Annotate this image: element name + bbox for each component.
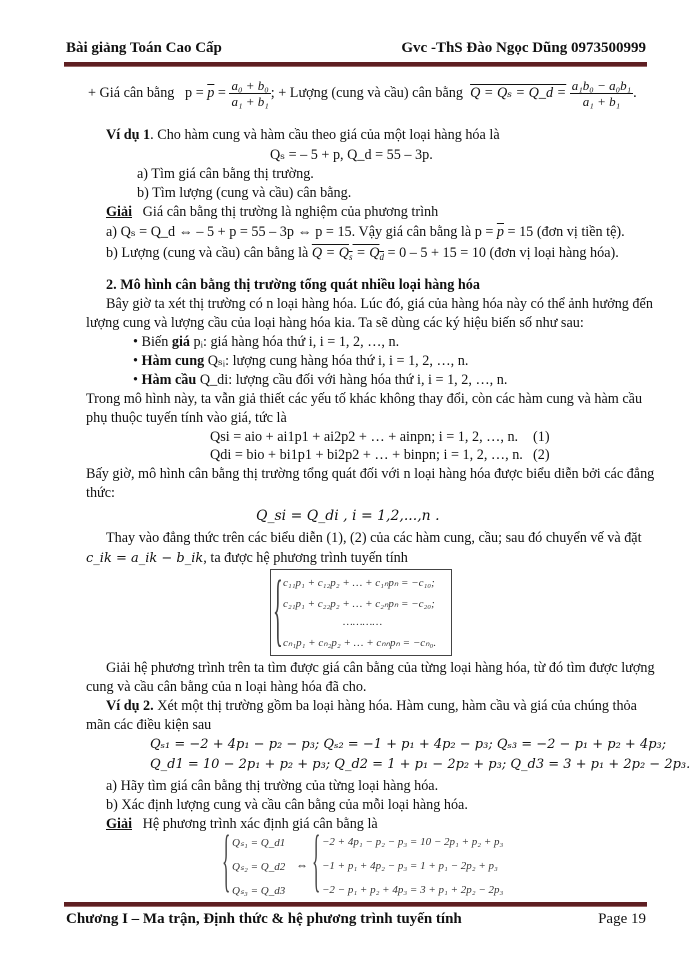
balance-equation: Q_si = Q_di , i = 1,2,...,n . [256, 508, 440, 524]
example2-solution [106, 816, 378, 833]
section2-para1-line2: lượng cung và lượng cầu của loại hàng hóa kia. Ta sẽ dùng các ký hiệu biến số như sau: [86, 315, 584, 331]
system-row-n: cₙ₁p₁ + cₙ₂p₂ + … + cₙₙpₙ = −cₙ₀. [283, 637, 437, 649]
bullet-symbol: Q_di [199, 372, 229, 388]
bullet-bold: giá [171, 334, 190, 350]
equation-2-number: (2) [533, 447, 550, 463]
answer-b-tail: = 0 – 5 + 15 = 10 (đơn vị loại hàng hóa). [387, 245, 619, 261]
section2-para4-line1: Thay vào đẳng thức trên các biểu diễn (1), (2) của các hàm cung, cầu; sau đó chuyển vế và đặt [106, 530, 642, 546]
bullet-supply [133, 353, 468, 370]
example2-text-line2: mãn các điều kiện sau [86, 717, 212, 733]
example1-question-a: a) Tìm giá cân bằng thị trường. [137, 166, 314, 182]
linear-system-box [270, 563, 452, 656]
qty-label: ; + Lượng (cung và cầu) cân bằng [270, 84, 463, 101]
answer-a-tail: = 15 (đơn vị tiền tệ). [507, 224, 625, 240]
header-right-author: Gvc -ThS Đào Ngọc Dũng 0973500999 [401, 40, 646, 56]
bullet-pre: Biến [141, 334, 172, 350]
right-system-row-2: −1 + p₁ + 4p₂ − p₃ = 1 + p₁ − 2p₂ + p₃ [322, 860, 498, 872]
left-system-row-1: Qₛ₁ = Q_d1 [232, 837, 286, 849]
bullet-text: : lượng cầu đối với hàng hóa thứ i, i = 1, 2, …, n. [228, 372, 508, 388]
example2-intro [106, 698, 637, 715]
bullet-text: : giá hàng hóa thứ i, i = 1, 2, …, n. [202, 334, 400, 350]
equilibrium-formulas: + Giá cân bằng $p = \overline{p}$ = $\frac{\text{a₀ + b₀}}{\text{a₁ + b₁}}$ ; + Lượng (cung và cầu) cân bằng Q = Qₛ = Q_d = $\frac{\text{a₁b₀ − a₀b₁}}{\text{a₁ + b₁}}$ . [88, 78, 637, 109]
example1-answer-b [106, 245, 619, 262]
system-row-2: c₂₁p₁ + c₂₂p₂ + … + c₂ₙpₙ = −c₂₀; [283, 598, 435, 610]
left-system-row-3: Qₛ₃ = Q_d3 [232, 885, 286, 897]
bullet-dot-icon: • [133, 372, 138, 388]
footer-page-number: Page 19 [598, 911, 646, 927]
price-denominator: a₁ + b₁ [231, 94, 269, 109]
solution-label: Giải [106, 204, 133, 220]
example1-answer-a [106, 224, 625, 241]
left-system-row-2: Qₛ₂ = Q_d2 [232, 861, 286, 873]
example2-question-a: a) Hãy tìm giá cân bằng thị trường của từng loại hàng hóa. [106, 778, 439, 794]
left-brace-icon: { [222, 822, 231, 899]
section2-para1-line1: Bây giờ ta xét thị trường có n loại hàng hóa. Lúc đó, giá của hàng hóa này có thể ảnh hưởng đến [106, 296, 653, 312]
price-numerator: a₀ + b₀ [231, 78, 269, 93]
section2-para5-line2: cung và cầu cân bằng của n loại hàng hóa đã cho. [86, 679, 367, 695]
qty-denominator: a₁ + b₁ [582, 94, 621, 109]
left-brace-icon: { [273, 563, 283, 654]
example1-solution [106, 204, 438, 221]
header-left-title: Bài giảng Toán Cao Cấp [66, 40, 222, 56]
solution-label: Giải [106, 816, 133, 832]
example1-question-b: b) Tìm lượng (cung và cầu) cân bằng. [137, 185, 352, 201]
system-row-ellipsis: ………… [343, 616, 383, 628]
equivalence-icon: ⇔ [296, 858, 308, 872]
price-fraction [229, 78, 270, 109]
cik-definition: c_ik = a_ik − b_ik [86, 551, 204, 566]
section2-para5-line1: Giải hệ phương trình trên ta tìm được giá cân bằng của từng loại hàng hóa, từ đó tìm được lượng [106, 660, 655, 676]
price-bar: $\overline{p}$ [207, 84, 215, 101]
equation-1: Qsi = aio + ai1p1 + ai2p2 + … + ainpn; i = 1, 2, …, n. [210, 429, 519, 445]
answer-b-head: b) Lượng (cung và cầu) cân bằng là [106, 245, 309, 261]
equation-1-number: (1) [533, 429, 550, 445]
section2-para4-line2 [86, 550, 408, 567]
demand-functions: Q_d1 = 10 − 2p₁ + p₂ + p₃; Q_d2 = 1 + p₁ − 2p₂ + p₃; Q_d3 = 3 + p₁ + 2p₂ − 2p₃. [150, 757, 691, 772]
answer-a-pbar: $\overline{p}$ [496, 224, 504, 240]
example1-equation: Qₛ = – 5 + p, Q_d = 55 – 3p. [270, 147, 433, 163]
right-system-row-3: −2 − p₁ + p₂ + 4p₃ = 3 + p₁ + 2p₂ − 2p₃ [322, 884, 504, 896]
solution-text: Giá cân bằng thị trường là nghiệm của phương trình [142, 204, 439, 220]
section2-para2-line2: phụ thuộc tuyến tính vào giá, tức là [86, 410, 287, 426]
para4-text: , ta được hệ phương trình tuyến tính [203, 550, 408, 566]
right-system-row-1: −2 + 4p₁ − p₂ − p₃ = 10 − 2p₁ + p₂ + p₃ [322, 836, 504, 848]
bullet-symbol: Qₛᵢ [207, 353, 226, 369]
example1-title: Ví dụ 1 [106, 127, 151, 143]
section2-title: 2. Mô hình cân bằng thị trường tổng quát nhiều loại hàng hóa [106, 277, 480, 293]
bullet-dot-icon: • [133, 353, 138, 369]
answer-a-text: a) Qₛ = Q_d ⇔ – 5 + p = 55 – 3p ⇔ p = 15. Vậy giá cân bằng là p = [106, 224, 494, 240]
footer-chapter: Chương I – Ma trận, Định thức & hệ phương trình tuyến tính [66, 911, 462, 927]
section2-para2-line1: Trong mô hình này, ta vẫn giả thiết các yếu tố khác không thay đổi, còn các hàm cung và hàm cầu [86, 391, 643, 407]
example2-title: Ví dụ 2. [106, 698, 154, 714]
footer-rule [64, 902, 647, 907]
solution-text: Hệ phương trình xác định giá cân bằng là [142, 816, 378, 832]
system-row-1: c₁₁p₁ + c₁₂p₂ + … + c₁ₙpₙ = −c₁₀; [283, 577, 435, 589]
left-brace-icon: { [312, 822, 321, 899]
bullet-text: : lượng cung hàng hóa thứ i, i = 1, 2, …, n. [225, 353, 469, 369]
qty-fraction [570, 78, 633, 109]
equation-2: Qdi = bio + bi1p1 + bi2p2 + … + binpn; i = 1, 2, …, n. [210, 447, 523, 463]
price-lhs: p = [185, 84, 204, 101]
supply-functions: Qₛ₁ = −2 + 4p₁ − p₂ − p₃; Qₛ₂ = −1 + p₁ + 4p₂ − p₃; Qₛ₃ = −2 − p₁ + p₂ + 4p₃; [150, 737, 667, 752]
bullet-demand [133, 372, 507, 389]
section2-para3-line2: thức: [86, 485, 115, 501]
answer-b-qbar: $Q = Q_s = Q_d$ [311, 245, 384, 262]
bullet-price [133, 334, 399, 351]
bullet-symbol: pᵢ [193, 334, 203, 350]
qty-expr: Q = Qₛ = Q_d = [470, 84, 567, 101]
bullet-dot-icon: • [133, 334, 138, 350]
example2-question-b: b) Xác định lượng cung và cầu cân bằng của mỗi loại hàng hóa. [106, 797, 468, 813]
bullet-bold: Hàm cầu [141, 372, 197, 388]
header-rule [64, 62, 647, 67]
example1-text: . Cho hàm cung và hàm cầu theo giá của một loại hàng hóa là [150, 127, 500, 143]
bullet-bold: Hàm cung [141, 353, 205, 369]
section2-para3-line1: Bấy giờ, mô hình cân bằng thị trường tổng quát đối với n loại hàng hóa được biểu diễn bởi các đẳng [86, 466, 655, 482]
example2-text: Xét một thị trường gồm ba loại hàng hóa. Hàm cung, hàm cầu và giá của chúng thỏa [153, 698, 637, 714]
price-label: + Giá cân bằng [88, 84, 175, 101]
example1-intro [106, 127, 500, 144]
qty-numerator: a₁b₀ − a₀b₁ [571, 78, 632, 93]
